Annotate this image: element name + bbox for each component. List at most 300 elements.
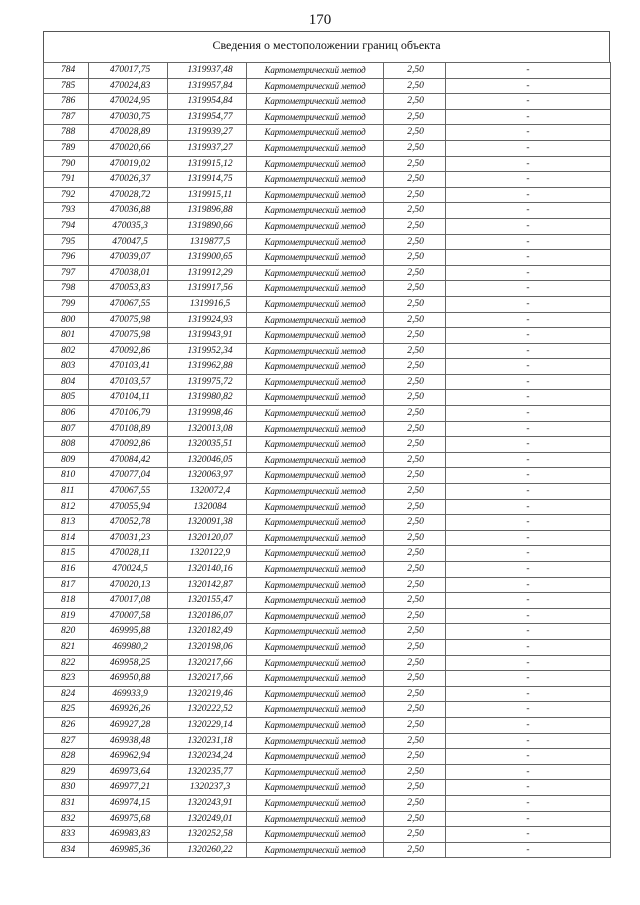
table-row bbox=[44, 764, 611, 780]
point-number-cell: 807 bbox=[44, 421, 89, 437]
table-row bbox=[44, 842, 611, 858]
precision-cell: 2,50 bbox=[384, 733, 446, 749]
method-cell: Картометрический метод bbox=[247, 577, 384, 593]
table-row bbox=[44, 390, 611, 406]
y-coordinate-cell: 1320140,16 bbox=[168, 562, 247, 578]
point-number-cell: 786 bbox=[44, 94, 89, 110]
method-cell: Картометрический метод bbox=[247, 374, 384, 390]
description-cell: - bbox=[446, 421, 611, 437]
point-number-cell: 822 bbox=[44, 655, 89, 671]
method-cell: Картометрический метод bbox=[247, 639, 384, 655]
precision-cell: 2,50 bbox=[384, 359, 446, 375]
description-cell: - bbox=[446, 390, 611, 406]
point-number-cell: 824 bbox=[44, 686, 89, 702]
table-row bbox=[44, 577, 611, 593]
precision-cell: 2,50 bbox=[384, 343, 446, 359]
x-coordinate-cell: 470020,13 bbox=[89, 577, 168, 593]
x-coordinate-cell: 469977,21 bbox=[89, 780, 168, 796]
precision-cell: 2,50 bbox=[384, 842, 446, 858]
method-cell: Картометрический метод bbox=[247, 624, 384, 640]
precision-cell: 2,50 bbox=[384, 218, 446, 234]
x-coordinate-cell: 469958,25 bbox=[89, 655, 168, 671]
precision-cell: 2,50 bbox=[384, 671, 446, 687]
point-number-cell: 826 bbox=[44, 717, 89, 733]
y-coordinate-cell: 1320186,07 bbox=[168, 608, 247, 624]
method-cell: Картометрический метод bbox=[247, 749, 384, 765]
precision-cell: 2,50 bbox=[384, 312, 446, 328]
table-row bbox=[44, 733, 611, 749]
point-number-cell: 789 bbox=[44, 140, 89, 156]
y-coordinate-cell: 1319916,5 bbox=[168, 296, 247, 312]
x-coordinate-cell: 469926,26 bbox=[89, 702, 168, 718]
table-row bbox=[44, 78, 611, 94]
precision-cell: 2,50 bbox=[384, 593, 446, 609]
y-coordinate-cell: 1319914,75 bbox=[168, 172, 247, 188]
y-coordinate-cell: 1320084 bbox=[168, 499, 247, 515]
table-row bbox=[44, 452, 611, 468]
x-coordinate-cell: 469974,15 bbox=[89, 795, 168, 811]
y-coordinate-cell: 1319915,12 bbox=[168, 156, 247, 172]
precision-cell: 2,50 bbox=[384, 203, 446, 219]
table-row bbox=[44, 374, 611, 390]
y-coordinate-cell: 1320046,05 bbox=[168, 452, 247, 468]
x-coordinate-cell: 470103,41 bbox=[89, 359, 168, 375]
point-number-cell: 785 bbox=[44, 78, 89, 94]
point-number-cell: 802 bbox=[44, 343, 89, 359]
precision-cell: 2,50 bbox=[384, 172, 446, 188]
x-coordinate-cell: 470052,78 bbox=[89, 515, 168, 531]
table-row bbox=[44, 281, 611, 297]
table-row bbox=[44, 218, 611, 234]
precision-cell: 2,50 bbox=[384, 390, 446, 406]
description-cell: - bbox=[446, 374, 611, 390]
description-cell: - bbox=[446, 562, 611, 578]
table-row bbox=[44, 312, 611, 328]
precision-cell: 2,50 bbox=[384, 140, 446, 156]
y-coordinate-cell: 1320217,66 bbox=[168, 655, 247, 671]
y-coordinate-cell: 1319937,27 bbox=[168, 140, 247, 156]
precision-cell: 2,50 bbox=[384, 374, 446, 390]
x-coordinate-cell: 470024,95 bbox=[89, 94, 168, 110]
table-row bbox=[44, 468, 611, 484]
description-cell: - bbox=[446, 140, 611, 156]
precision-cell: 2,50 bbox=[384, 546, 446, 562]
table-row bbox=[44, 187, 611, 203]
method-cell: Картометрический метод bbox=[247, 359, 384, 375]
method-cell: Картометрический метод bbox=[247, 795, 384, 811]
x-coordinate-cell: 469962,94 bbox=[89, 749, 168, 765]
description-cell: - bbox=[446, 717, 611, 733]
precision-cell: 2,50 bbox=[384, 187, 446, 203]
precision-cell: 2,50 bbox=[384, 780, 446, 796]
method-cell: Картометрический метод bbox=[247, 780, 384, 796]
precision-cell: 2,50 bbox=[384, 109, 446, 125]
method-cell: Картометрический метод bbox=[247, 203, 384, 219]
x-coordinate-cell: 470067,55 bbox=[89, 484, 168, 500]
method-cell: Картометрический метод bbox=[247, 250, 384, 266]
precision-cell: 2,50 bbox=[384, 702, 446, 718]
table-row bbox=[44, 624, 611, 640]
table-row bbox=[44, 749, 611, 765]
y-coordinate-cell: 1320260,22 bbox=[168, 842, 247, 858]
y-coordinate-cell: 1319975,72 bbox=[168, 374, 247, 390]
y-coordinate-cell: 1320243,91 bbox=[168, 795, 247, 811]
precision-cell: 2,50 bbox=[384, 452, 446, 468]
precision-cell: 2,50 bbox=[384, 827, 446, 843]
x-coordinate-cell: 469950,88 bbox=[89, 671, 168, 687]
point-number-cell: 828 bbox=[44, 749, 89, 765]
point-number-cell: 825 bbox=[44, 702, 89, 718]
description-cell: - bbox=[446, 811, 611, 827]
y-coordinate-cell: 1319998,46 bbox=[168, 406, 247, 422]
description-cell: - bbox=[446, 608, 611, 624]
point-number-cell: 797 bbox=[44, 265, 89, 281]
point-number-cell: 816 bbox=[44, 562, 89, 578]
point-number-cell: 810 bbox=[44, 468, 89, 484]
method-cell: Картометрический метод bbox=[247, 468, 384, 484]
x-coordinate-cell: 469933,9 bbox=[89, 686, 168, 702]
y-coordinate-cell: 1320182,49 bbox=[168, 624, 247, 640]
precision-cell: 2,50 bbox=[384, 484, 446, 500]
method-cell: Картометрический метод bbox=[247, 312, 384, 328]
point-number-cell: 791 bbox=[44, 172, 89, 188]
y-coordinate-cell: 1319937,48 bbox=[168, 63, 247, 79]
description-cell: - bbox=[446, 452, 611, 468]
x-coordinate-cell: 470030,75 bbox=[89, 109, 168, 125]
table-row bbox=[44, 499, 611, 515]
x-coordinate-cell: 470106,79 bbox=[89, 406, 168, 422]
method-cell: Картометрический метод bbox=[247, 187, 384, 203]
method-cell: Картометрический метод bbox=[247, 515, 384, 531]
description-cell: - bbox=[446, 484, 611, 500]
precision-cell: 2,50 bbox=[384, 608, 446, 624]
precision-cell: 2,50 bbox=[384, 406, 446, 422]
method-cell: Картометрический метод bbox=[247, 530, 384, 546]
precision-cell: 2,50 bbox=[384, 281, 446, 297]
precision-cell: 2,50 bbox=[384, 421, 446, 437]
point-number-cell: 812 bbox=[44, 499, 89, 515]
x-coordinate-cell: 470026,37 bbox=[89, 172, 168, 188]
y-coordinate-cell: 1320091,38 bbox=[168, 515, 247, 531]
table-title: Сведения о местоположении границ объекта bbox=[43, 31, 610, 59]
x-coordinate-cell: 470028,11 bbox=[89, 546, 168, 562]
point-number-cell: 815 bbox=[44, 546, 89, 562]
description-cell: - bbox=[446, 671, 611, 687]
table-row bbox=[44, 63, 611, 79]
method-cell: Картометрический метод bbox=[247, 296, 384, 312]
precision-cell: 2,50 bbox=[384, 655, 446, 671]
precision-cell: 2,50 bbox=[384, 795, 446, 811]
precision-cell: 2,50 bbox=[384, 265, 446, 281]
precision-cell: 2,50 bbox=[384, 562, 446, 578]
y-coordinate-cell: 1320219,46 bbox=[168, 686, 247, 702]
x-coordinate-cell: 470038,01 bbox=[89, 265, 168, 281]
description-cell: - bbox=[446, 234, 611, 250]
precision-cell: 2,50 bbox=[384, 624, 446, 640]
description-cell: - bbox=[446, 312, 611, 328]
x-coordinate-cell: 470075,98 bbox=[89, 328, 168, 344]
table-row bbox=[44, 265, 611, 281]
method-cell: Картометрический метод bbox=[247, 265, 384, 281]
description-cell: - bbox=[446, 359, 611, 375]
method-cell: Картометрический метод bbox=[247, 811, 384, 827]
x-coordinate-cell: 470092,86 bbox=[89, 437, 168, 453]
point-number-cell: 794 bbox=[44, 218, 89, 234]
method-cell: Картометрический метод bbox=[247, 156, 384, 172]
description-cell: - bbox=[446, 639, 611, 655]
x-coordinate-cell: 470075,98 bbox=[89, 312, 168, 328]
point-number-cell: 831 bbox=[44, 795, 89, 811]
x-coordinate-cell: 469938,48 bbox=[89, 733, 168, 749]
page-number: 170 bbox=[308, 12, 332, 28]
description-cell: - bbox=[446, 343, 611, 359]
description-cell: - bbox=[446, 733, 611, 749]
description-cell: - bbox=[446, 172, 611, 188]
method-cell: Картометрический метод bbox=[247, 390, 384, 406]
x-coordinate-cell: 469980,2 bbox=[89, 639, 168, 655]
x-coordinate-cell: 470092,86 bbox=[89, 343, 168, 359]
point-number-cell: 817 bbox=[44, 577, 89, 593]
description-cell: - bbox=[446, 764, 611, 780]
y-coordinate-cell: 1319957,84 bbox=[168, 78, 247, 94]
y-coordinate-cell: 1319896,88 bbox=[168, 203, 247, 219]
precision-cell: 2,50 bbox=[384, 468, 446, 484]
method-cell: Картометрический метод bbox=[247, 562, 384, 578]
y-coordinate-cell: 1319912,29 bbox=[168, 265, 247, 281]
table-row bbox=[44, 717, 611, 733]
y-coordinate-cell: 1319954,77 bbox=[168, 109, 247, 125]
point-number-cell: 814 bbox=[44, 530, 89, 546]
table-row bbox=[44, 780, 611, 796]
table-row bbox=[44, 109, 611, 125]
y-coordinate-cell: 1320231,18 bbox=[168, 733, 247, 749]
x-coordinate-cell: 470077,04 bbox=[89, 468, 168, 484]
description-cell: - bbox=[446, 702, 611, 718]
description-cell: - bbox=[446, 593, 611, 609]
method-cell: Картометрический метод bbox=[247, 717, 384, 733]
y-coordinate-cell: 1320063,97 bbox=[168, 468, 247, 484]
description-cell: - bbox=[446, 328, 611, 344]
description-cell: - bbox=[446, 827, 611, 843]
table-row bbox=[44, 593, 611, 609]
description-cell: - bbox=[446, 63, 611, 79]
x-coordinate-cell: 470020,66 bbox=[89, 140, 168, 156]
description-cell: - bbox=[446, 437, 611, 453]
x-coordinate-cell: 470039,07 bbox=[89, 250, 168, 266]
method-cell: Картометрический метод bbox=[247, 655, 384, 671]
description-cell: - bbox=[446, 546, 611, 562]
method-cell: Картометрический метод bbox=[247, 546, 384, 562]
point-number-cell: 799 bbox=[44, 296, 89, 312]
y-coordinate-cell: 1319915,11 bbox=[168, 187, 247, 203]
description-cell: - bbox=[446, 265, 611, 281]
x-coordinate-cell: 470019,02 bbox=[89, 156, 168, 172]
description-cell: - bbox=[446, 749, 611, 765]
point-number-cell: 829 bbox=[44, 764, 89, 780]
description-cell: - bbox=[446, 78, 611, 94]
point-number-cell: 827 bbox=[44, 733, 89, 749]
y-coordinate-cell: 1320229,14 bbox=[168, 717, 247, 733]
description-cell: - bbox=[446, 515, 611, 531]
method-cell: Картометрический метод bbox=[247, 733, 384, 749]
y-coordinate-cell: 1319962,88 bbox=[168, 359, 247, 375]
x-coordinate-cell: 470028,89 bbox=[89, 125, 168, 141]
method-cell: Картометрический метод bbox=[247, 421, 384, 437]
precision-cell: 2,50 bbox=[384, 94, 446, 110]
x-coordinate-cell: 469985,36 bbox=[89, 842, 168, 858]
point-number-cell: 804 bbox=[44, 374, 89, 390]
point-number-cell: 830 bbox=[44, 780, 89, 796]
precision-cell: 2,50 bbox=[384, 125, 446, 141]
description-cell: - bbox=[446, 842, 611, 858]
precision-cell: 2,50 bbox=[384, 686, 446, 702]
table-row bbox=[44, 686, 611, 702]
x-coordinate-cell: 470084,42 bbox=[89, 452, 168, 468]
table-row bbox=[44, 437, 611, 453]
description-cell: - bbox=[446, 281, 611, 297]
table-row bbox=[44, 562, 611, 578]
method-cell: Картометрический метод bbox=[247, 671, 384, 687]
table-row bbox=[44, 234, 611, 250]
description-cell: - bbox=[446, 187, 611, 203]
x-coordinate-cell: 470104,11 bbox=[89, 390, 168, 406]
description-cell: - bbox=[446, 577, 611, 593]
y-coordinate-cell: 1319980,82 bbox=[168, 390, 247, 406]
method-cell: Картометрический метод bbox=[247, 499, 384, 515]
x-coordinate-cell: 470053,83 bbox=[89, 281, 168, 297]
method-cell: Картометрический метод bbox=[247, 686, 384, 702]
x-coordinate-cell: 470103,57 bbox=[89, 374, 168, 390]
point-number-cell: 808 bbox=[44, 437, 89, 453]
point-number-cell: 788 bbox=[44, 125, 89, 141]
x-coordinate-cell: 470031,23 bbox=[89, 530, 168, 546]
y-coordinate-cell: 1320155,47 bbox=[168, 593, 247, 609]
x-coordinate-cell: 470047,5 bbox=[89, 234, 168, 250]
description-cell: - bbox=[446, 499, 611, 515]
table-row bbox=[44, 359, 611, 375]
table-row bbox=[44, 125, 611, 141]
point-number-cell: 792 bbox=[44, 187, 89, 203]
x-coordinate-cell: 469927,28 bbox=[89, 717, 168, 733]
point-number-cell: 798 bbox=[44, 281, 89, 297]
point-number-cell: 819 bbox=[44, 608, 89, 624]
method-cell: Картометрический метод bbox=[247, 593, 384, 609]
y-coordinate-cell: 1320120,07 bbox=[168, 530, 247, 546]
y-coordinate-cell: 1319952,34 bbox=[168, 343, 247, 359]
point-number-cell: 820 bbox=[44, 624, 89, 640]
point-number-cell: 801 bbox=[44, 328, 89, 344]
point-number-cell: 809 bbox=[44, 452, 89, 468]
table-row bbox=[44, 328, 611, 344]
description-cell: - bbox=[446, 624, 611, 640]
description-cell: - bbox=[446, 218, 611, 234]
table-row bbox=[44, 608, 611, 624]
precision-cell: 2,50 bbox=[384, 78, 446, 94]
x-coordinate-cell: 470007,58 bbox=[89, 608, 168, 624]
description-cell: - bbox=[446, 686, 611, 702]
y-coordinate-cell: 1320122,9 bbox=[168, 546, 247, 562]
precision-cell: 2,50 bbox=[384, 156, 446, 172]
method-cell: Картометрический метод bbox=[247, 125, 384, 141]
y-coordinate-cell: 1320035,51 bbox=[168, 437, 247, 453]
point-number-cell: 833 bbox=[44, 827, 89, 843]
x-coordinate-cell: 470035,3 bbox=[89, 218, 168, 234]
method-cell: Картометрический метод bbox=[247, 140, 384, 156]
y-coordinate-cell: 1320217,66 bbox=[168, 671, 247, 687]
table-body bbox=[44, 63, 611, 858]
point-number-cell: 832 bbox=[44, 811, 89, 827]
point-number-cell: 803 bbox=[44, 359, 89, 375]
point-number-cell: 790 bbox=[44, 156, 89, 172]
description-cell: - bbox=[446, 94, 611, 110]
table-row bbox=[44, 546, 611, 562]
y-coordinate-cell: 1320013,08 bbox=[168, 421, 247, 437]
x-coordinate-cell: 470024,83 bbox=[89, 78, 168, 94]
method-cell: Картометрический метод bbox=[247, 764, 384, 780]
table-row bbox=[44, 671, 611, 687]
x-coordinate-cell: 470024,5 bbox=[89, 562, 168, 578]
y-coordinate-cell: 1320234,24 bbox=[168, 749, 247, 765]
table-row bbox=[44, 140, 611, 156]
table-row bbox=[44, 421, 611, 437]
table-row bbox=[44, 827, 611, 843]
method-cell: Картометрический метод bbox=[247, 328, 384, 344]
y-coordinate-cell: 1319890,66 bbox=[168, 218, 247, 234]
table-row bbox=[44, 795, 611, 811]
y-coordinate-cell: 1320237,3 bbox=[168, 780, 247, 796]
table-row bbox=[44, 406, 611, 422]
point-number-cell: 795 bbox=[44, 234, 89, 250]
precision-cell: 2,50 bbox=[384, 296, 446, 312]
method-cell: Картометрический метод bbox=[247, 234, 384, 250]
point-number-cell: 806 bbox=[44, 406, 89, 422]
precision-cell: 2,50 bbox=[384, 234, 446, 250]
point-number-cell: 793 bbox=[44, 203, 89, 219]
y-coordinate-cell: 1320249,01 bbox=[168, 811, 247, 827]
method-cell: Картометрический метод bbox=[247, 78, 384, 94]
method-cell: Картометрический метод bbox=[247, 94, 384, 110]
precision-cell: 2,50 bbox=[384, 437, 446, 453]
point-number-cell: 800 bbox=[44, 312, 89, 328]
y-coordinate-cell: 1319954,84 bbox=[168, 94, 247, 110]
table-row bbox=[44, 296, 611, 312]
precision-cell: 2,50 bbox=[384, 717, 446, 733]
point-number-cell: 784 bbox=[44, 63, 89, 79]
boundary-table-sheet bbox=[43, 31, 610, 858]
method-cell: Картометрический метод bbox=[247, 343, 384, 359]
method-cell: Картометрический метод bbox=[247, 406, 384, 422]
description-cell: - bbox=[446, 780, 611, 796]
y-coordinate-cell: 1319943,91 bbox=[168, 328, 247, 344]
precision-cell: 2,50 bbox=[384, 749, 446, 765]
x-coordinate-cell: 470036,88 bbox=[89, 203, 168, 219]
table-row bbox=[44, 515, 611, 531]
point-number-cell: 811 bbox=[44, 484, 89, 500]
point-number-cell: 821 bbox=[44, 639, 89, 655]
method-cell: Картометрический метод bbox=[247, 608, 384, 624]
description-cell: - bbox=[446, 156, 611, 172]
method-cell: Картометрический метод bbox=[247, 63, 384, 79]
description-cell: - bbox=[446, 406, 611, 422]
x-coordinate-cell: 470067,55 bbox=[89, 296, 168, 312]
x-coordinate-cell: 469973,64 bbox=[89, 764, 168, 780]
y-coordinate-cell: 1319939,27 bbox=[168, 125, 247, 141]
method-cell: Картометрический метод bbox=[247, 452, 384, 468]
precision-cell: 2,50 bbox=[384, 764, 446, 780]
y-coordinate-cell: 1320252,58 bbox=[168, 827, 247, 843]
table-row bbox=[44, 250, 611, 266]
description-cell: - bbox=[446, 250, 611, 266]
